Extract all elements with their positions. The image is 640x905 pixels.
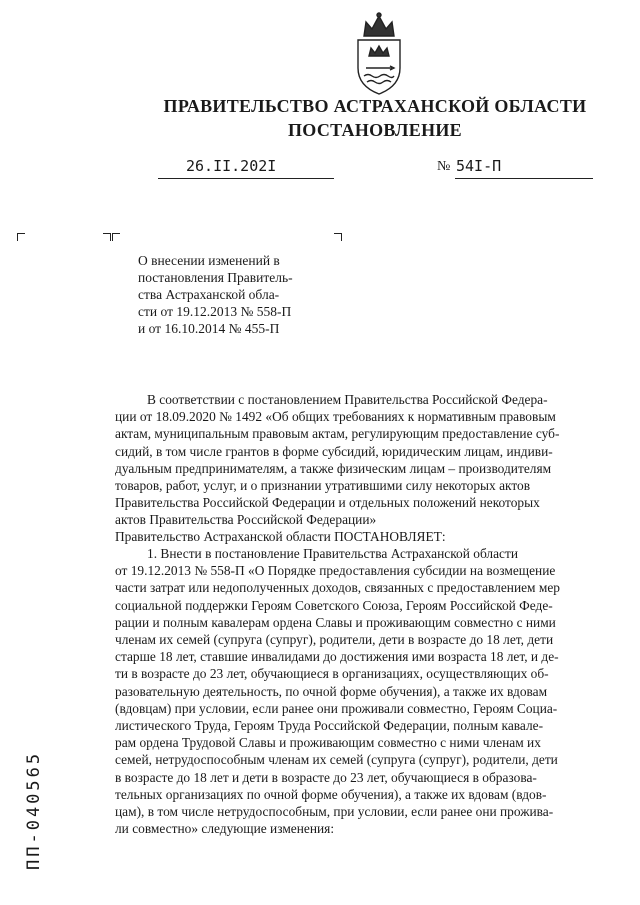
date-underline	[158, 178, 334, 179]
preamble-line: сидий, в том числе грантов в форме субсидий, юридическим лицам, индиви-	[115, 443, 553, 459]
preamble-line: актов Правительства Российской Федерации»	[115, 512, 377, 528]
decree-statement: Правительство Астраханской области ПОСТАНОВЛЯЕТ:	[115, 529, 446, 544]
corner-mark	[334, 233, 342, 241]
item-line: рам ордена Трудовой Славы и проживающим совместно с ними членам их	[115, 735, 541, 751]
preamble-line: В соответствии с постановлением Правительства Российской Федера-	[147, 392, 548, 407]
item-line: 1. Внести в постановление Правительства Астраханской области	[147, 546, 519, 561]
item-line: ли совместно» следующие изменения:	[115, 821, 335, 837]
preamble-line: ции от 18.09.2020 № 1492 «Об общих требованиях к нормативным правовым	[115, 409, 556, 425]
document-date: 26.II.202I	[186, 157, 277, 175]
item-line: в возрасте до 18 лет и дети в возрасте до 23 лет, обучающиеся в образова-	[115, 769, 537, 785]
corner-mark	[17, 233, 25, 241]
form-serial-number: ПП-040565	[24, 750, 44, 870]
coat-of-arms-emblem	[350, 10, 408, 96]
preamble-paragraph	[115, 391, 593, 529]
item-line: членам их семей (супруга (супруг), родители, дети в возрасте до 18 лет, дети	[115, 632, 554, 648]
item-line: (вдовцам) при условии, если ранее они проживали совместно, Героям Социа-	[115, 700, 558, 716]
item-line: части затрат или недополученных доходов, связанных с предоставлением мер	[115, 580, 560, 596]
item-line: ти в возрасте до 23 лет, обучающиеся в организациях, осуществляющих об-	[115, 666, 549, 682]
subject-block	[138, 252, 310, 337]
item-line: листического Труда, Героям Труда Российской Федерации, полным кавале-	[115, 718, 544, 734]
preamble-line: товаров, работ, услуг, и о признании утратившими силу некоторых актов	[115, 478, 531, 494]
corner-mark	[103, 233, 111, 241]
item-line: от 19.12.2013 № 558-П «О Порядке предоставления субсидии на возмещение	[115, 563, 556, 579]
corner-mark	[112, 233, 120, 241]
document-number: 54I-П	[456, 157, 502, 175]
subject-line: постановления Правитель-	[138, 270, 293, 285]
item-line: тельных организациях по очной форме обучения), а также их вдовам (вдов-	[115, 786, 547, 802]
document-type: ПОСТАНОВЛЕНИЕ	[288, 120, 462, 140]
subject-line: ства Астраханской обла-	[138, 287, 280, 302]
subject-line: и от 16.10.2014 № 455-П	[138, 321, 280, 336]
preamble-line: дуальным предпринимателям, а также физическим лицам – производителям	[115, 460, 552, 476]
subject-line: сти от 19.12.2013 № 558-П	[138, 304, 292, 319]
item-line: старше 18 лет, ставшие инвалидами до достижения ими возраста 18 лет, и де-	[115, 649, 559, 665]
item-line: семей, нетрудоспособным членам их семей (супруга (супруг), родители, дети	[115, 752, 558, 768]
preamble-line: Правительства Российской Федерации и отдельных положений некоторых	[115, 495, 540, 511]
number-sign: №	[437, 159, 451, 174]
government-title: ПРАВИТЕЛЬСТВО АСТРАХАНСКОЙ ОБЛАСТИ	[163, 96, 587, 116]
subject-line: О внесении изменений в	[138, 253, 280, 268]
preamble-line: актам, муниципальным правовым актам, регулирующим предоставление суб-	[115, 426, 560, 442]
item-line: социальной поддержки Героям Советского Союза, Героям Российской Феде-	[115, 597, 553, 613]
item-line: разовательную деятельность, по очной форме обучения), а также их вдовам	[115, 683, 548, 699]
item-1-paragraph	[115, 545, 593, 837]
number-underline	[455, 178, 593, 179]
item-line: цам), в том числе нетрудоспособным, при условии, если ранее они прожива-	[115, 804, 554, 820]
item-line: рации и полным кавалерам ордена Славы и проживающим совместно с ними	[115, 614, 556, 630]
